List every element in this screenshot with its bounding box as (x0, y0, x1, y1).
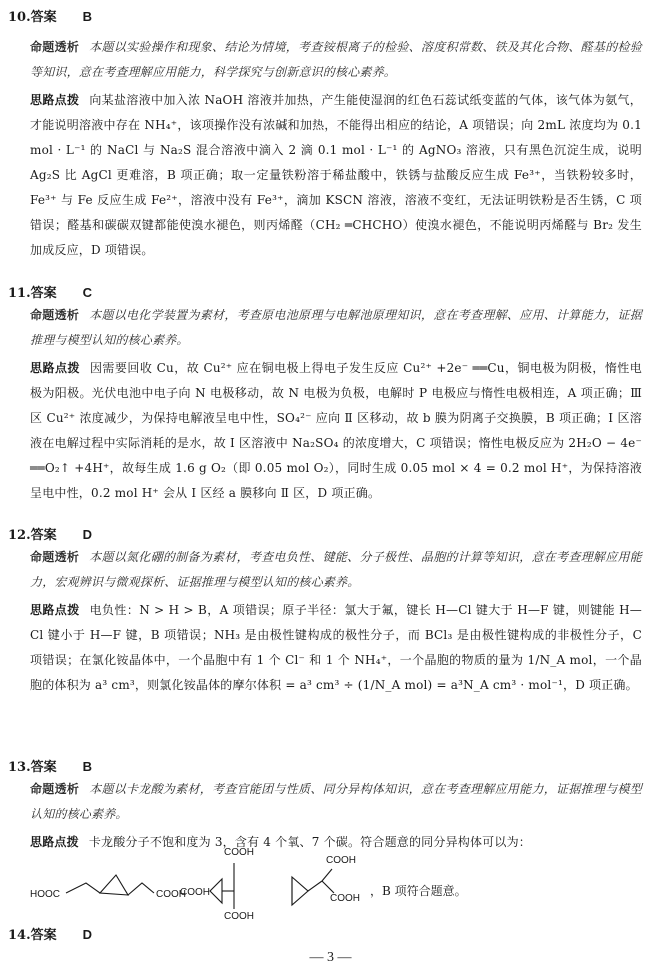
answer-11-header: 11.答案 C (8, 285, 93, 301)
isomer-1-chain-left (66, 883, 100, 893)
answer-13-intro: 命题透析 本题以卡龙酸为素材，考查官能团与性质、同分异构体知识，意在考查理解应用能力，证据推理与模型认知的核心素养。 (30, 782, 642, 821)
isomer-2-cooh-bottom: COOH (224, 911, 254, 920)
answer-13-header: 13.答案 B (8, 759, 93, 775)
isomer-structures (30, 835, 650, 920)
answer-11-intro: 命题透析 本题以电化学装置为素材，考查原电池原理与电解池原理知识，意在考查理解、应用、计算能力，证据推理与模型认知的核心素养。 (30, 308, 642, 347)
isomer-2-cooh-top: COOH (224, 847, 254, 858)
answer-10-intro: 命题透析 本题以实验操作和现象、结论为情境，考查铵根离子的检验、溶度积常数、铁及其化合物、醛基的检验等知识，意在考查理解应用能力，科学探究与创新意识的核心素养。 (30, 40, 642, 79)
isomer-1-chain-right (128, 883, 154, 895)
isomer-3-cooh-bottom: COOH (330, 893, 360, 904)
answer-12-header: 12.答案 D (8, 527, 93, 543)
isomer-3-bond (308, 881, 322, 891)
answer-12-analysis: 思路点拨 电负性：N > H > B，A 项错误；原子半径：氯大于氟，键长 H—Cl 键大于 H—F 键，则键能 H—Cl 键小于 H—F 键，B 项错误；NH₃ 是由极性键构成的极性分子，而 BCl₃ 是由极性键构成的非极性分子，C 项错误；在氯化铵晶体中，一个晶胞中有 1 个 Cl⁻ 和 1 个 NH₄⁺，一个晶胞的物质的量为 1/N_A mol，一个晶胞的体积为 a³ cm³，则氯化铵晶体的摩尔体积 = a³ cm³ ÷ (1/N_A mol) = a³N_A cm³ · mol⁻¹，D 项正确。 (30, 603, 642, 692)
isomer-3-cooh-top: COOH (326, 855, 356, 866)
isomer-1-ring (100, 875, 128, 895)
isomer-2-cooh-left: COOH (180, 887, 210, 898)
answer-11-analysis: 思路点拨 因需要回收 Cu，故 Cu²⁺ 应在铜电极上得电子发生反应 Cu²⁺ +2e⁻ ══Cu，铜电极为阴极，惰性电极为阳极。光伏电池中电子向 N 电极移动，故 N 电极为负极，电解时 P 电极应与惰性电极相连，A 项正确；Ⅲ 区 Cu²⁺ 浓度减少，为保持电解液呈电中性，SO₄²⁻ 应向 Ⅱ 区移动，故 b 膜为阴离子交换膜，B 项正确；Ⅰ 区溶液在电解过程中实际消耗的是水，故 Ⅰ 区溶液中 Na₂SO₄ 的浓度增大，C 项错误；惰性电极反应为 2H₂O − 4e⁻ ══O₂↑ +4H⁺，故每生成 1.6 g O₂（即 0.05 mol O₂），同时生成 0.05 mol × 4 = 0.2 mol H⁺，为保持溶液呈电中性，0.2 mol H⁺ 会从 Ⅰ 区经 a 膜移向 Ⅱ 区，D 项正确。 (30, 361, 642, 500)
isomer-1-cooh: COOH (156, 889, 186, 900)
page-number: — 3 — (309, 950, 352, 965)
answer-14-header: 14.答案 D (8, 927, 93, 943)
isomer-1-hooc: HOOC (30, 889, 60, 900)
answer-10-header: 10.答案 B (8, 9, 93, 25)
answer-13-analysis: 思路点拨 卡龙酸分子不饱和度为 3，含有 4 个氧、7 个碳。符合题意的同分异构体可以为： (30, 835, 531, 849)
answer-10-analysis: 思路点拨 向某盐溶液中加入浓 NaOH 溶液并加热，产生能使湿润的红色石蕊试纸变蓝的气体，该气体为氨气，才能说明溶液中存在 NH₄⁺，该项操作没有浓碱和加热，不能得出相应的结论，A 项错误；向 2mL 浓度均为 0.1 mol · L⁻¹ 的 NaCl 与 Na₂S 混合溶液中滴入 2 滴 0.1 mol · L⁻¹ 的 AgNO₃ 溶液，只有黑色沉淀生成，说明 Ag₂S 比 AgCl 更难溶，B 项正确；取一定量铁粉溶于稀盐酸中，铁锈与盐酸反应生成 Fe³⁺，当铁粉较多时，Fe³⁺ 与 Fe 反应生成 Fe²⁺，溶液中没有 Fe³⁺，滴加 KSCN 溶液，溶液不变红，无法证明铁粉是否生锈，C 项错误；醛基和碳碳双键都能使溴水褪色，则丙烯醛（CH₂ ═CHCHO）使溴水褪色，不能说明丙烯醛与 Br₂ 发生加成反应，D 项错误。 (30, 93, 642, 257)
isomer-3-ring (292, 877, 308, 905)
answer-13-conclusion: ，B 项符合题意。 (370, 884, 467, 898)
answer-12-intro: 命题透析 本题以氮化硼的制备为素材，考查电负性、键能、分子极性、晶胞的计算等知识，意在考查理解应用能力，宏观辨识与微观探析、证据推理与模型认知的核心素养。 (30, 550, 642, 589)
isomer-2-ring (210, 879, 222, 903)
